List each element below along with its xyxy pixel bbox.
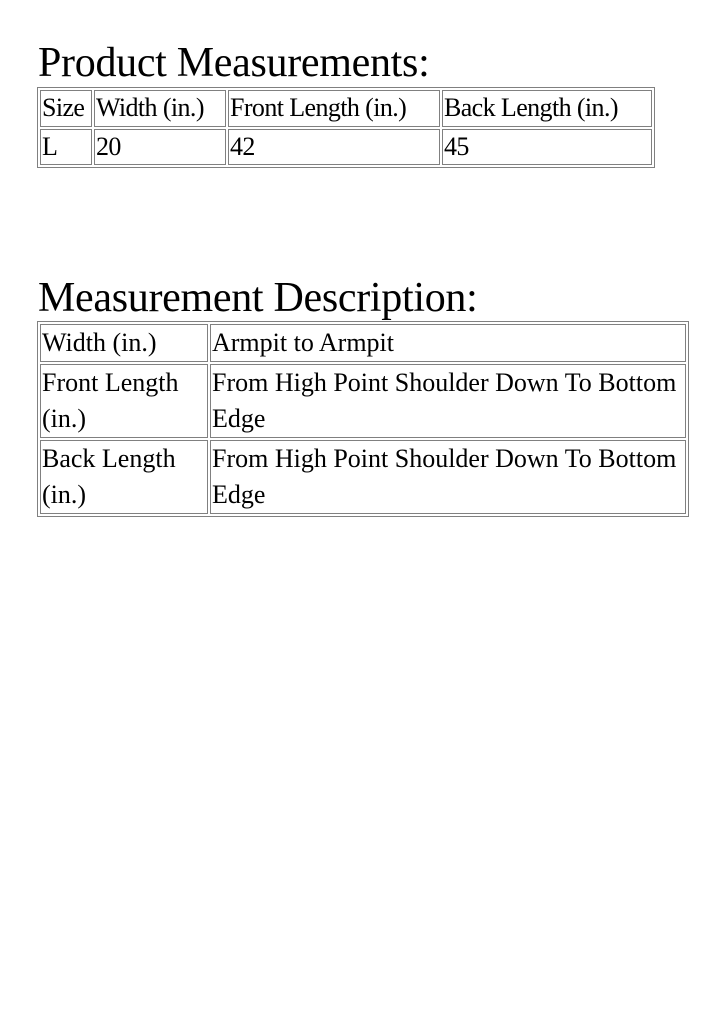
product-measurements-table bbox=[37, 87, 655, 168]
header-width: Width (in.) bbox=[94, 90, 226, 127]
table-row bbox=[40, 129, 652, 166]
term-front-length: Front Length (in.) bbox=[40, 364, 208, 438]
table-header-row bbox=[40, 90, 652, 127]
description-back-length: From High Point Shoulder Down To Bottom Edge bbox=[210, 440, 686, 514]
product-measurements-title: Product Measurements: bbox=[38, 40, 430, 86]
table-row bbox=[40, 364, 686, 438]
table-row bbox=[40, 324, 686, 362]
term-back-length: Back Length (in.) bbox=[40, 440, 208, 514]
cell-width: 20 bbox=[94, 129, 226, 166]
cell-back-length: 45 bbox=[442, 129, 652, 166]
header-size: Size bbox=[40, 90, 92, 127]
measurement-description-title: Measurement Description: bbox=[38, 275, 478, 321]
measurement-description-table bbox=[37, 321, 689, 517]
header-front-length: Front Length (in.) bbox=[228, 90, 440, 127]
table-row bbox=[40, 440, 686, 514]
cell-size: L bbox=[40, 129, 92, 166]
header-back-length: Back Length (in.) bbox=[442, 90, 652, 127]
description-front-length: From High Point Shoulder Down To Bottom Edge bbox=[210, 364, 686, 438]
cell-front-length: 42 bbox=[228, 129, 440, 166]
description-width: Armpit to Armpit bbox=[210, 324, 686, 362]
term-width: Width (in.) bbox=[40, 324, 208, 362]
